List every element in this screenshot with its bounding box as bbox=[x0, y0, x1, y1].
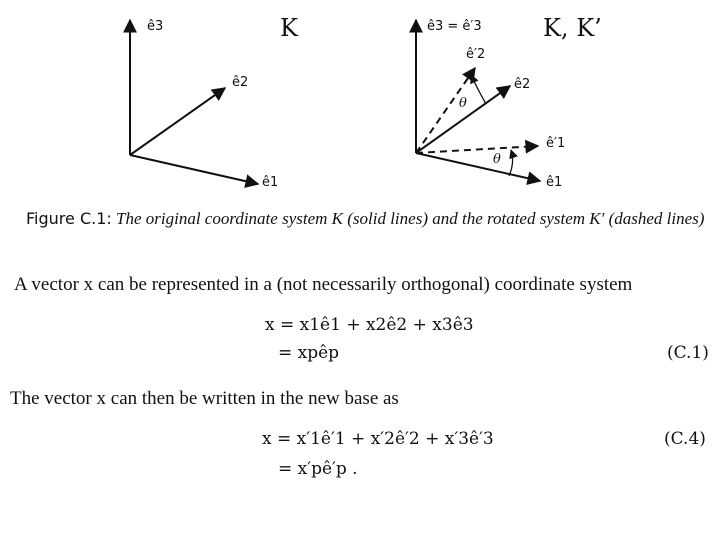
caption-body: The original coordinate system K (solid lines) and the rotated system K′ (dashed lines) bbox=[116, 209, 705, 228]
equation-1-line-2: = xpêp bbox=[278, 343, 340, 363]
vector-e1-right bbox=[416, 153, 540, 181]
paragraph-1: A vector x can be represented in a (not necessarily orthogonal) coordinate system bbox=[14, 274, 633, 295]
figure-caption bbox=[26, 208, 710, 230]
label-e3-equals-e3prime: ê3 = ê′3 bbox=[427, 19, 482, 34]
coordinate-figure bbox=[0, 0, 720, 200]
frame-label-k-kprime: K, K’ bbox=[543, 14, 602, 42]
frame-label-k: K bbox=[280, 14, 298, 42]
theta-label-upper: θ bbox=[459, 96, 467, 111]
theta-label-lower: θ bbox=[493, 152, 501, 167]
equation-2-number: (C.4) bbox=[664, 429, 706, 449]
equation-2-line-2: = x′pê′p . bbox=[278, 459, 358, 479]
label-e1prime-right: ê′1 bbox=[546, 136, 566, 151]
angle-arc-lower bbox=[509, 150, 513, 176]
vector-e1prime-right bbox=[416, 146, 538, 153]
paragraph-2: The vector x can then be written in the new base as bbox=[10, 388, 399, 409]
frame-k-kprime-diagram bbox=[416, 20, 540, 181]
equation-1-number: (C.1) bbox=[667, 343, 709, 363]
equation-2-line-1: x = x′1ê′1 + x′2ê′2 + x′3ê′3 bbox=[262, 429, 494, 449]
label-e1-left: ê1 bbox=[262, 175, 279, 190]
vector-e2-left bbox=[130, 88, 225, 155]
frame-k-diagram bbox=[130, 20, 258, 184]
label-e2-right: ê2 bbox=[514, 77, 531, 92]
label-e1-right: ê1 bbox=[546, 175, 563, 190]
label-e2-left: ê2 bbox=[232, 75, 249, 90]
angle-arc-upper bbox=[471, 75, 486, 104]
label-e3-left: ê3 bbox=[147, 19, 164, 34]
equation-1-line-1: x = x1ê1 + x2ê2 + x3ê3 bbox=[265, 315, 474, 335]
caption-head: Figure C.1: bbox=[26, 209, 112, 228]
label-e2prime-right: ê′2 bbox=[466, 47, 486, 62]
vector-e1-left bbox=[130, 155, 258, 184]
